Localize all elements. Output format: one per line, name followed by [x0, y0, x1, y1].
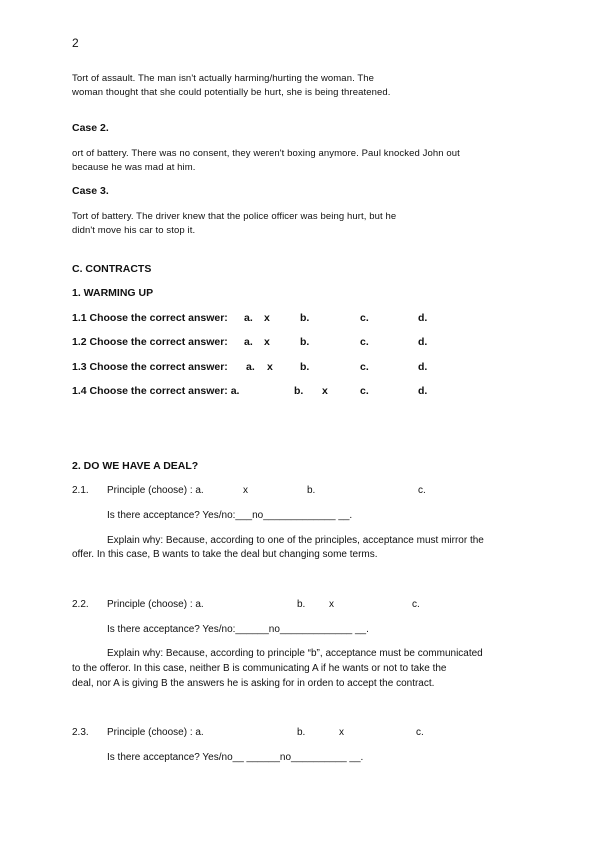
option-d: d.	[418, 361, 428, 373]
option-a: a.	[244, 312, 253, 324]
option-c: c.	[416, 727, 424, 738]
case2-line2: because he was mad at him.	[72, 162, 196, 173]
option-d: d.	[418, 385, 428, 397]
item-number: 2.2.	[72, 599, 89, 610]
option-b: b.	[300, 312, 310, 324]
option-b: b.	[300, 361, 310, 373]
option-b: b.	[300, 336, 310, 348]
option-a: a.	[244, 336, 253, 348]
option-c: c.	[360, 336, 369, 348]
acceptance-line: Is there acceptance? Yes/no__ ______no__________ __.	[107, 752, 364, 763]
principle-label: Principle (choose) : a.	[107, 485, 204, 496]
section-c-title: C. CONTRACTS	[72, 263, 152, 275]
option-d: d.	[418, 312, 428, 324]
explain-line: Explain why: Because, according to principle “b”, acceptance must be communicated	[107, 648, 483, 659]
option-c: c.	[360, 385, 369, 397]
answer-mark: x	[339, 727, 344, 738]
option-b: b.	[297, 727, 306, 738]
acceptance-line: Is there acceptance? Yes/no:______no_____________ __.	[107, 624, 369, 635]
warming-up-heading: 1. WARMING UP	[72, 287, 154, 299]
deal-section-title: 2. DO WE HAVE A DEAL?	[72, 460, 199, 472]
principle-label: Principle (choose) : a.	[107, 727, 204, 738]
acceptance-line: Is there acceptance? Yes/no:___no_____________ __.	[107, 510, 353, 521]
explain-line: Explain why: Because, according to one of the principles, acceptance must mirror the	[107, 535, 484, 546]
case1-line1: Tort of assault. The man isn't actually harming/hurting the woman. The	[72, 73, 375, 84]
case3-line2: didn't move his car to stop it.	[72, 225, 196, 236]
case1-line2: woman thought that she could potentially be hurt, she is being threatened.	[72, 87, 391, 98]
case2-heading: Case 2.	[72, 122, 109, 134]
explain-line: to the offeror. In this case, neither B is communicating A if he wants or not to take the	[72, 663, 447, 674]
option-c: c.	[360, 312, 369, 324]
page-number: 2	[72, 36, 79, 50]
principle-label: Principle (choose) : a.	[107, 599, 204, 610]
option-d: d.	[418, 336, 428, 348]
answer-mark: x	[329, 599, 334, 610]
option-b: b.	[307, 485, 316, 496]
explain-line: deal, nor A is giving B the answers he is asking for in orden to accept the contract.	[72, 678, 435, 689]
case3-line1: Tort of battery. The driver knew that the police officer was being hurt, but he	[72, 211, 397, 222]
option-b: b.	[294, 385, 304, 397]
case3-heading: Case 3.	[72, 185, 109, 197]
answer-mark: x	[264, 312, 270, 324]
option-b: b.	[297, 599, 306, 610]
case2-line1: ort of battery. There was no consent, they weren't boxing anymore. Paul knocked John out	[72, 148, 460, 159]
question-label: 1.2 Choose the correct answer:	[72, 336, 228, 348]
question-label: 1.3 Choose the correct answer:	[72, 361, 228, 373]
answer-mark: x	[264, 336, 270, 348]
option-c: c.	[418, 485, 426, 496]
option-a: a.	[246, 361, 255, 373]
explain-line: offer. In this case, B wants to take the deal but changing some terms.	[72, 549, 378, 560]
question-label: 1.4 Choose the correct answer: a.	[72, 385, 240, 397]
option-c: c.	[412, 599, 420, 610]
answer-mark: x	[243, 485, 248, 496]
item-number: 2.1.	[72, 485, 89, 496]
question-label: 1.1 Choose the correct answer:	[72, 312, 228, 324]
item-number: 2.3.	[72, 727, 89, 738]
answer-mark: x	[267, 361, 273, 373]
answer-mark: x	[322, 385, 328, 397]
option-c: c.	[360, 361, 369, 373]
